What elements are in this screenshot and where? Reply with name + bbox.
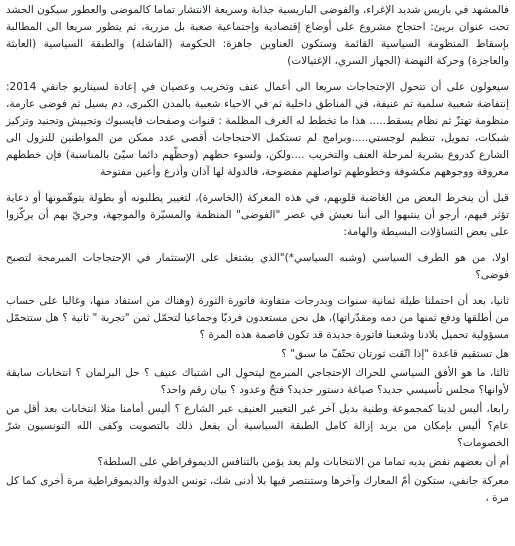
- paragraph-conclusion: معركة جانفي، ستكون أمّ المعارك وآخرها وستنتصر فيها بلا أدنى شك، تونس الدولة والديموقراطية مرة أخرى كما كل مرة ،: [6, 475, 509, 504]
- paragraph-paris-scene: فالمشهد في باريس شديد الإغراء، والفوضى الباريسية جذابة وسريعة الانتشار تماما كالموضى والعطور سيكون الحشد تحت عنوان بريئ: احتجاج مشروع على أوضاع إقتصادية وإجتماعية صعبة بل مزرية، ثم يتطور سريعا الى المطالبة بإسقاط المنظومة السياسية القائمة وستكون العناوين جاهزة: الحكومة (الفاشلة) والطبقة السياسية (العابثة والعاجزة) وحركة النهضة (الجهاز السري، الإغتيالات): [6, 4, 509, 67]
- paragraph-elections-question: أم أن بعضهم نفض يديه تماما من الانتخابات ولم يعد يؤمن بالتنافس الديموقراطي على السلطة؟: [97, 456, 509, 468]
- post-text: [6, 2, 509, 507]
- paragraph-question-two: ثانيا، بعد أن احتملنا طيلة ثمانية سنوات وبدرجات متفاوتة فاتورة الثورة (وهناك من استفاد منها، وغالبا على حساب من أطلقها ودفع ثمنها من دمه ومقدّراتها)، هل نحن مستعدون فرديّا وجماعيا لتحمّل ثمن "تجربة " ثانية ؟ هل ستتحمّل مسؤولية تحميل بلادنا وشعبنا فاتورة جديدة قد تكون قاصمة هذه المرة ؟: [6, 295, 509, 341]
- paragraph-question-three: ثالثا، ما هو الأفق السياسي للحراك الإحتجاجي المبرمج ليتحول الى اشتباك عنيف ؟ حل البرلمان ؟ انتخابات سابقة لأوانها؟ مجلس تأسيسي جديد؟ صياغة دستور جديد؟ فتحٌ وعدود ؟ بيان رقم واحد؟: [6, 367, 509, 396]
- paragraph-january-scenario: سيعولون على أن تتحول الإحتجاجات سريعا الى أعمال عنف وتخريب وعصيان في إعادة لسيناريو جانفي 2014: إنتفاضة شعبية سلمية ثم عنيفة، في المناطق داخلية ثم في الاحياء شعبية بالمدن الكبرى، دم يسيل ثم فوضى عارمة، منظومة تهتزّ ثم نظام يسقط..... هذا ما تخطط له الغرف المظلمة : قنوات وصفحات فايسبوك وتجييش وتجنيد وتركيز شبكات، تمويل، تنظيم لوجستي.....وبرامج لم تستكمل الاحتجاجات أقصى عدد ممكن من المواطنين للنزول الى الشارع كدروع بشرية لمرحلة العنف والتخريب ....ولكن، ولسوء حظهم (وحظّهم دائما سيّئ بالمناسبة) فإن خططهم معروفة ووجوههم مكشوفة وخطوطهم تواصلهم مفضوحة، فالدولة لها آذان وأذرع وأعين مفتوحة: [6, 81, 509, 178]
- paragraph-question-four: رابعا، أليس لدينا كمجموعة وطنية بديل آخر غير التغيير العنيف عبر الشارع ؟ أليس أمامنا مثلا انتخابات بعد أقل من عام؟ أليس بإمكان من يريد إزالة كامل الطبقة السياسية أن يفعل ذلك بالتصويت وكفى الله التونسيون شرّ الخصومات؟: [6, 403, 509, 449]
- paragraph-rule-question: هل تستقيم قاعدة "إذا اتّقت ثورتان تحتّفّ ما سبق" ؟: [281, 348, 509, 360]
- paragraph-question-one: اولا، من هو الطرف السياسي (وشبه السياسي*)"الذي يشتغل على الإستثمار في الإحتجاجات المبرمجة لتصبح فوضى؟: [6, 252, 509, 281]
- paragraph-warning: قبل أن ينخرط البعض من الغاضبة قلوبهم، في هذه المعركة (الخاسرة)، لتغيير يطلبونه أو بطولة يتوهّمونها أو دعاية تؤثر فيهم، أرجو أن ينتبهوا الى أننا نعيش في عصر "الفوضى" المنظمة والمسيّرة والموجهة، وحريّ بهم أن يركّزوا على بعض التساؤلات البسيطة والهامة:: [6, 192, 509, 238]
